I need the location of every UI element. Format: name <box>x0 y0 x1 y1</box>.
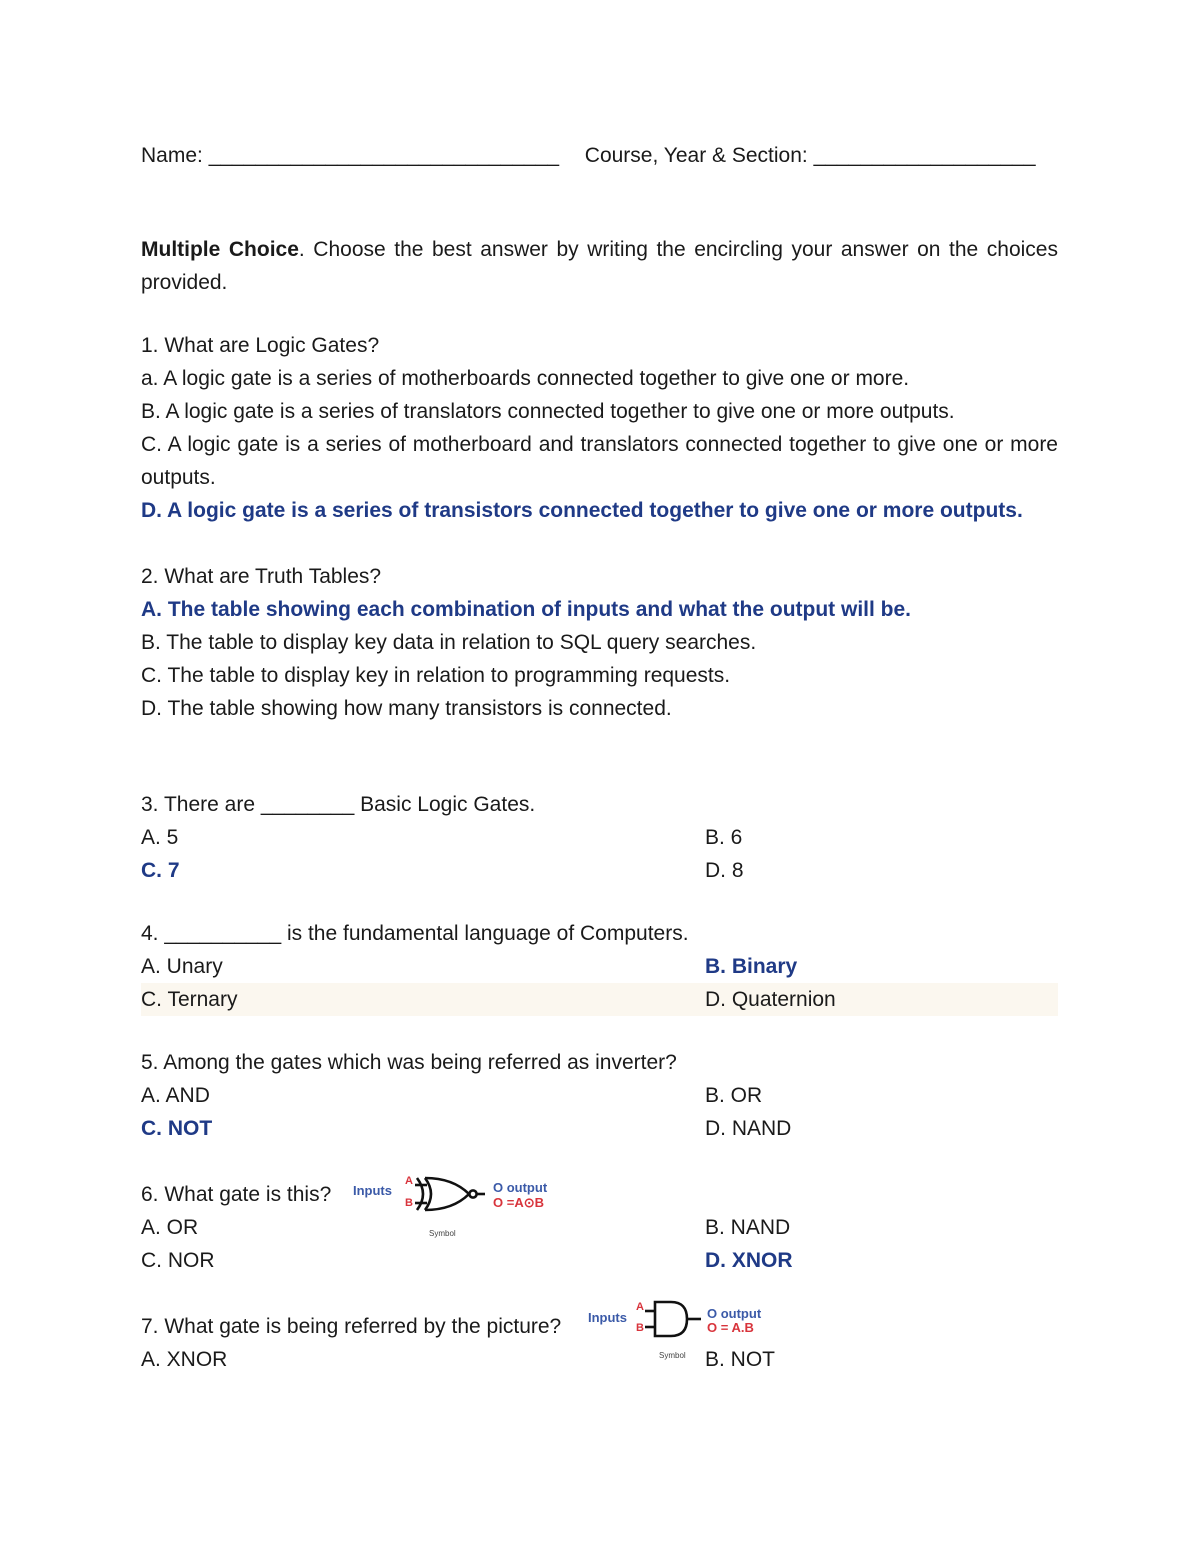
choice-a: A. OR <box>141 1216 199 1239</box>
choice-b-answer: B. Binary <box>705 955 798 978</box>
choice-a: A. XNOR <box>141 1348 228 1371</box>
figure-formula: O = A.B <box>707 1320 754 1335</box>
question-3 <box>141 788 1058 887</box>
choice-c: C. NOR <box>141 1249 215 1272</box>
choice-b: B. The table to display key data in relation to SQL query searches. <box>141 631 757 654</box>
question-stem: 2. What are Truth Tables? <box>141 565 382 588</box>
choice-d: D. 8 <box>705 859 744 882</box>
figure-input-a: A <box>636 1301 644 1313</box>
question-4 <box>141 917 1058 1016</box>
question-2 <box>141 560 1058 725</box>
question-stem: 4. __________ is the fundamental language of Computers. <box>141 922 689 945</box>
choice-b: B. NOT <box>705 1348 776 1371</box>
question-1 <box>141 329 1058 527</box>
xnor-gate-figure <box>349 1172 569 1244</box>
choice-c: C. Ternary <box>141 988 238 1011</box>
figure-output-label: O output <box>707 1306 762 1321</box>
choice-c: C. The table to display key in relation to programming requests. <box>141 664 731 687</box>
question-7 <box>141 1301 1058 1376</box>
choice-c-answer: C. 7 <box>141 859 180 882</box>
instructions <box>141 233 1058 299</box>
and-gate-icon <box>645 1302 701 1336</box>
choice-b: B. A logic gate is a series of translators connected together to give one or more outputs. <box>141 400 955 423</box>
choice-d-answer: D. XNOR <box>705 1249 793 1272</box>
choice-c: C. A logic gate is a series of motherboard and translators connected together to give one or more outputs. <box>141 433 1058 489</box>
figure-input-b: B <box>636 1322 644 1334</box>
figure-inputs-label: Inputs <box>353 1183 392 1198</box>
figure-caption: Symbol <box>659 1351 686 1360</box>
question-stem: 3. There are ________ Basic Logic Gates. <box>141 793 536 816</box>
question-5 <box>141 1046 1058 1145</box>
choice-b: B. 6 <box>705 826 743 849</box>
instructions-text: . Choose the best answer by writing the encircling your answer on the choices provided. <box>141 238 1058 294</box>
choice-a: A. AND <box>141 1084 210 1107</box>
choice-b: B. NAND <box>705 1216 791 1239</box>
course-blank: ___________________ <box>813 144 1036 167</box>
choice-a: A. 5 <box>141 826 179 849</box>
question-stem: 1. What are Logic Gates? <box>141 334 380 357</box>
choice-c-answer: C. NOT <box>141 1117 213 1140</box>
figure-inputs-label: Inputs <box>588 1310 627 1325</box>
choice-d: D. NAND <box>705 1117 792 1140</box>
choice-a: A. Unary <box>141 955 223 978</box>
figure-input-b: B <box>405 1197 413 1209</box>
student-info-line <box>141 139 1058 172</box>
choice-a-answer: A. The table showing each combination of inputs and what the output will be. <box>141 598 912 621</box>
choice-a: a. A logic gate is a series of motherboards connected together to give one or more. <box>141 367 910 390</box>
instructions-heading: Multiple Choice <box>141 238 299 261</box>
choice-b: B. OR <box>705 1084 763 1107</box>
choice-d-answer: D. A logic gate is a series of transistors connected together to give one or more outputs. <box>141 499 1023 522</box>
question-stem: 5. Among the gates which was being referred as inverter? <box>141 1051 677 1074</box>
name-label: Name: <box>141 144 203 167</box>
question-6 <box>141 1175 1058 1277</box>
choice-d: D. Quaternion <box>705 988 836 1011</box>
question-stem: 7. What gate is being referred by the picture? <box>141 1315 562 1338</box>
worksheet-page <box>141 139 1058 1376</box>
course-label: Course, Year & Section: <box>584 144 808 167</box>
figure-formula: O =A⊙B <box>493 1195 544 1210</box>
name-blank: ______________________________ <box>208 144 560 167</box>
figure-input-a: A <box>405 1175 413 1187</box>
question-stem: 6. What gate is this? <box>141 1183 332 1206</box>
figure-caption: Symbol <box>429 1229 456 1238</box>
figure-output-label: O output <box>493 1180 548 1195</box>
xnor-gate-icon <box>415 1178 485 1210</box>
choice-d: D. The table showing how many transistors is connected. <box>141 697 672 720</box>
and-gate-figure <box>585 1296 785 1368</box>
